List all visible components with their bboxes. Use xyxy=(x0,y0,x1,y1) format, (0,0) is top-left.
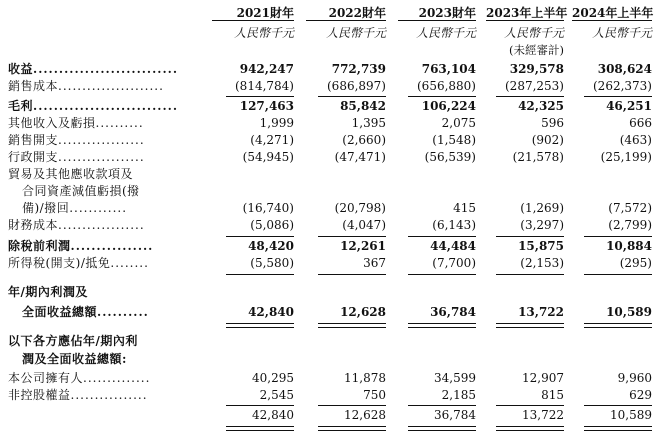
subtotal-rule xyxy=(226,236,294,237)
row-label: 銷售成本...................... xyxy=(8,79,164,93)
total-double-rule xyxy=(318,426,386,431)
col-unit: 人民幣千元 xyxy=(325,26,386,40)
row-label: 其他收入及虧損.......... xyxy=(8,116,144,130)
subtotal-rule xyxy=(226,274,294,275)
subtotal-rule xyxy=(226,405,294,406)
table-row-selling-expenses: 銷售開支.................. (4,271) (2,660) (1,548) (902) (463) xyxy=(8,133,652,147)
subtotal-rule xyxy=(318,405,386,406)
row-label: 備)/撥回............ xyxy=(22,201,128,215)
total-double-rule xyxy=(318,323,386,328)
row-label: 非控股權益................ xyxy=(8,388,148,402)
col-header-2023: 2023財年 xyxy=(398,4,476,21)
table-row-owners: 本公司擁有人.............. 40,295 11,878 34,599 12,907 9,960 xyxy=(8,371,652,385)
subtotal-rule xyxy=(318,96,386,97)
row-label: 所得稅(開支)/抵免........ xyxy=(8,256,149,270)
subtotal-rule xyxy=(496,405,564,406)
col-header-2023h1: 2023年上半年 xyxy=(486,6,568,20)
subtotal-rule xyxy=(408,96,476,97)
subtotal-rule xyxy=(408,405,476,406)
table-row-attributable-total: 42,840 12,628 36,784 13,722 10,589 xyxy=(252,408,652,422)
table-row-admin-expenses: 行政開支.................. (54,945) (47,471) (56,539) (21,578) (25,199) xyxy=(8,150,652,164)
row-label: 潤及全面收益總額: xyxy=(22,352,127,366)
row-label: 行政開支.................. xyxy=(8,150,145,164)
table-row-cost-of-sales: 銷售成本...................... (814,784) (686,897) (656,880) (287,253) (262,373) xyxy=(8,79,652,93)
row-label: 貿易及其他應收款項及 xyxy=(8,167,134,181)
subtotal-rule xyxy=(584,274,652,275)
col-header-2024h1: 2024年上半年 xyxy=(572,6,654,20)
table-row-finance-costs: 財務成本.................. (5,086) (4,047) (6,143) (3,297) (2,799) xyxy=(8,218,652,232)
table-row-income-tax: 所得稅(開支)/抵免........ (5,580) 367 (7,700) (2,153) (295) xyxy=(8,256,652,270)
table-row-attributable-line2 xyxy=(0,352,660,367)
row-label: 財務成本.................. xyxy=(8,218,145,232)
row-label: 除稅前利潤................ xyxy=(8,239,154,253)
col-unit: 人民幣千元 xyxy=(503,26,564,40)
subtotal-rule xyxy=(496,274,564,275)
row-label: 以下各方應佔年/期內利 xyxy=(8,334,138,348)
total-double-rule xyxy=(226,426,294,431)
row-label: 合同資產減值虧損(撥 xyxy=(22,184,140,198)
total-double-rule xyxy=(584,426,652,431)
col-unit: 人民幣千元 xyxy=(415,26,476,40)
subtotal-rule xyxy=(584,236,652,237)
table-row-impairment: 備)/撥回............ (16,740) (20,798) 415 (1,269) (7,572) xyxy=(22,201,652,215)
table-row-gross-profit: 毛利............................ 127,463 85,842 106,224 42,325 46,251 xyxy=(8,99,652,113)
col-unit: 人民幣千元 xyxy=(233,26,294,40)
table-row-other-income: 其他收入及虧損.......... 1,999 1,395 2,075 596 666 xyxy=(8,116,652,130)
table-row-non-controlling: 非控股權益................ 2,545 750 2,185 815 629 xyxy=(8,388,652,402)
subtotal-rule xyxy=(496,96,564,97)
row-label: 年/期內利潤及 xyxy=(8,285,88,299)
table-row-revenue: 收益............................ 942,247 772,739 763,104 329,578 308,624 xyxy=(8,62,652,76)
total-double-rule xyxy=(226,323,294,328)
table-row-profit-line1 xyxy=(0,285,660,300)
table-row-impairment-line1 xyxy=(0,167,660,182)
row-label: 全面收益總額.......... xyxy=(22,305,149,319)
table-row-impairment-line2 xyxy=(0,184,660,199)
row-label: 銷售開支.................. xyxy=(8,133,145,147)
total-double-rule xyxy=(408,323,476,328)
total-double-rule xyxy=(496,426,564,431)
subtotal-rule xyxy=(584,96,652,97)
col-header-2022: 2022財年 xyxy=(306,4,386,21)
subtotal-rule xyxy=(226,96,294,97)
row-label: 本公司擁有人.............. xyxy=(8,371,151,385)
row-label: 毛利............................ xyxy=(8,99,178,113)
col-header-2021: 2021財年 xyxy=(212,4,294,21)
unaudited-note: (未經審計) xyxy=(509,43,564,57)
total-double-rule xyxy=(408,426,476,431)
subtotal-rule xyxy=(318,274,386,275)
subtotal-rule xyxy=(496,236,564,237)
col-unit: 人民幣千元 xyxy=(591,26,652,40)
subtotal-rule xyxy=(408,274,476,275)
total-double-rule xyxy=(584,323,652,328)
subtotal-rule xyxy=(584,405,652,406)
table-row-attributable-line1 xyxy=(0,334,660,349)
table-row-profit-before-tax: 除稅前利潤................ 48,420 12,261 44,484 15,875 10,884 xyxy=(8,239,652,253)
row-label: 收益............................ xyxy=(8,62,178,76)
table-row-total-comprehensive-income: 全面收益總額.......... 42,840 12,628 36,784 13,722 10,589 xyxy=(22,305,652,319)
subtotal-rule xyxy=(408,236,476,237)
total-double-rule xyxy=(496,323,564,328)
subtotal-rule xyxy=(318,236,386,237)
